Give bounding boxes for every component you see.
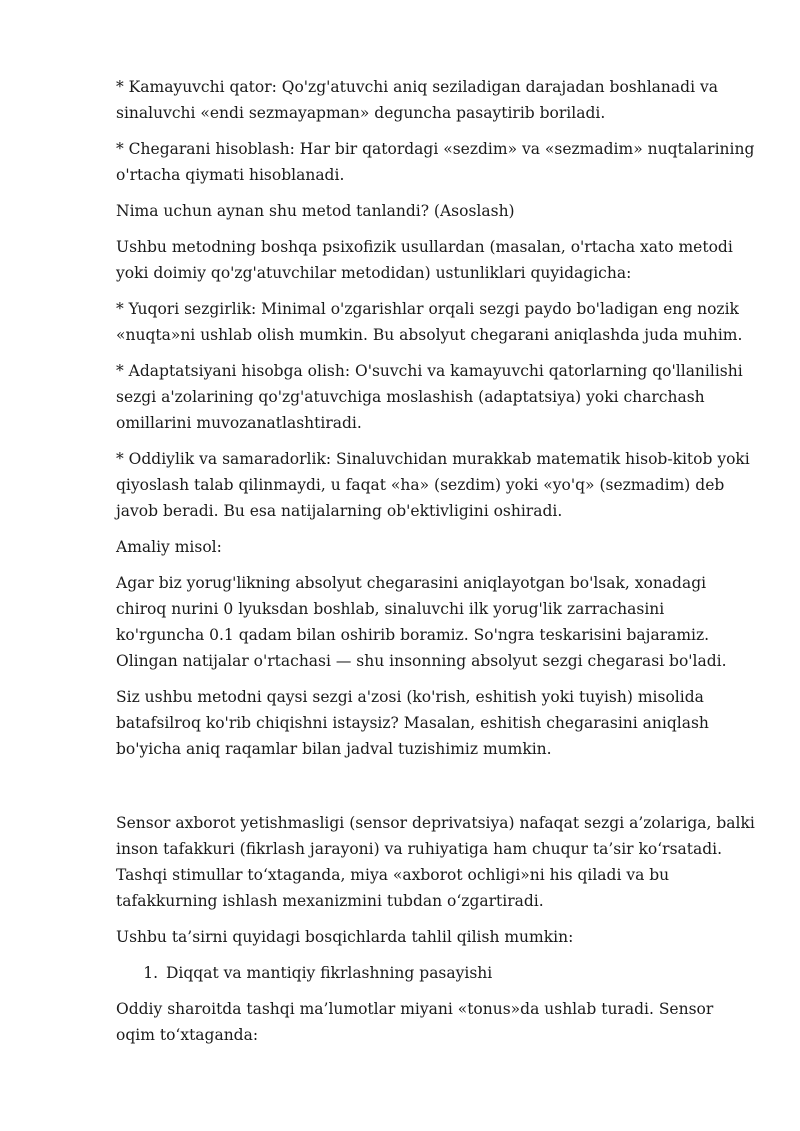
bullet-high-sensitivity: * Yuqori sezgirlik: Minimal o'zgarishlar orqali sezgi paydo bo'ladigan eng nozik «nuqta»ni ushlab olish mumkin. Bu absolyut chegarani aniqlashda juda muhim. xyxy=(116,300,743,344)
example-heading: Amaliy misol: xyxy=(116,538,222,556)
list-item xyxy=(116,960,756,986)
method-question: Nima uchun aynan shu metod tanlandi? (Asoslash) xyxy=(116,202,515,220)
section-spacer xyxy=(116,772,756,810)
closing-text: Oddiy sharoitda tashqi ma’lumotlar miyani «tonus»da ushlab turadi. Sensor oqim to‘xtaganda: xyxy=(116,1000,714,1044)
list-item-number: 1. xyxy=(143,964,158,982)
bullet-adaptation: * Adaptatsiyani hisobga olish: O'suvchi va kamayuvchi qatorlarning qo'llanilishi sezgi a'zolarining qo'zg'atuvchiga moslashish (adaptatsiya) yoki charchash omillarini muvozanatlashtiradi. xyxy=(116,362,743,432)
stages-list xyxy=(116,960,756,986)
list-item-text: Diqqat va mantiqiy fikrlashning pasayishi xyxy=(166,964,493,982)
bullet-descending-series: * Kamayuvchi qator: Qo'zg'atuvchi aniq seziladigan darajadan boshlanadi va sinaluvchi «endi sezmayapman» deguncha pasaytirib boriladi. xyxy=(116,78,718,122)
bullet-threshold-calculation: * Chegarani hisoblash: Har bir qatordagi «sezdim» va «sezmadim» nuqtalarining o'rtacha qiymati hisoblanadi. xyxy=(116,140,755,184)
stages-lead: Ushbu ta’sirni quyidagi bosqichlarda tahlil qilish mumkin: xyxy=(116,928,574,946)
example-text: Agar biz yorug'likning absolyut chegarasini aniqlayotgan bo'lsak, xonadagi chiroq nurini 0 lyuksdan boshlab, sinaluvchi ilk yorug'lik zarrachasini ko'rguncha 0.1 qadam bilan oshirib boramiz. So'ngra teskarisini bajaramiz. Olingan natijalar o'rtachasi — shu insonning absolyut sezgi chegarasi bo'ladi. xyxy=(116,574,727,670)
document-page xyxy=(116,74,756,1058)
advantages-intro: Ushbu metodning boshqa psixofizik usullardan (masalan, o'rtacha xato metodi yoki doimiy qo'zg'atuvchilar metodidan) ustunliklari quyidagicha: xyxy=(116,238,733,282)
followup-question: Siz ushbu metodni qaysi sezgi a'zosi (ko'rish, eshitish yoki tuyish) misolida batafsilroq ko'rib chiqishni istaysiz? Masalan, eshitish chegarasini aniqlash bo'yicha aniq raqamlar bilan jadval tuzishimiz mumkin. xyxy=(116,688,709,758)
deprivation-intro: Sensor axborot yetishmasligi (sensor deprivatsiya) nafaqat sezgi a’zolariga, balki inson tafakkuri (fikrlash jarayoni) va ruhiyatiga ham chuqur ta’sir ko‘rsatadi. Tashqi stimullar to‘xtaganda, miya «axborot ochligi»ni his qiladi va bu tafakkurning ishlash mexanizmini tubdan o‘zgartiradi. xyxy=(116,814,755,910)
bullet-simplicity: * Oddiylik va samaradorlik: Sinaluvchidan murakkab matematik hisob-kitob yoki qiyoslash talab qilinmaydi, u faqat «ha» (sezdim) yoki «yo'q» (sezmadim) deb javob beradi. Bu esa natijalarning ob'ektivligini oshiradi. xyxy=(116,450,750,520)
